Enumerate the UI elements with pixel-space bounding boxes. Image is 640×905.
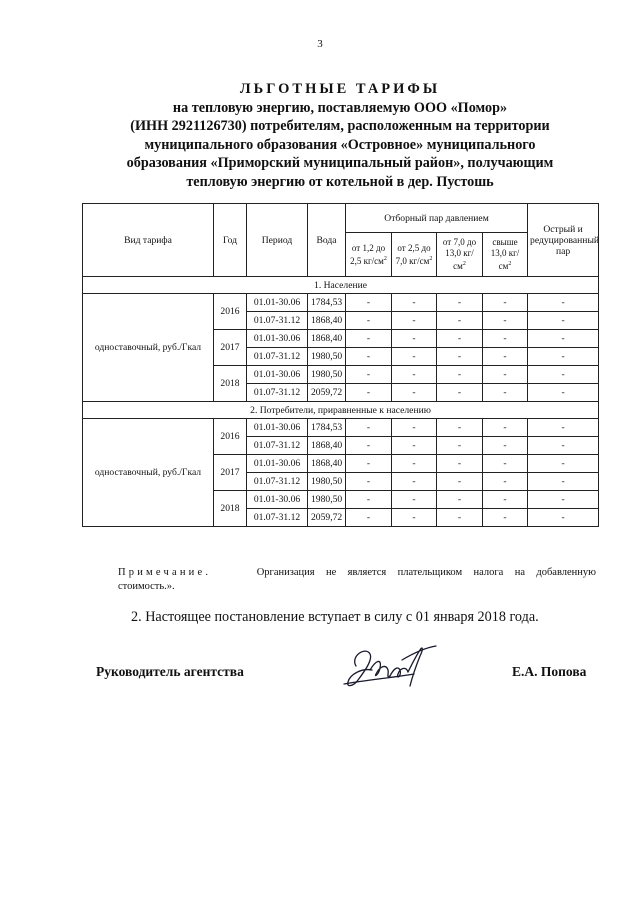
steam-value-cell: - bbox=[528, 455, 599, 473]
title-main: ЛЬГОТНЫЕ ТАРИФЫ bbox=[239, 81, 441, 97]
water-value-cell: 1784,53 bbox=[308, 419, 346, 437]
water-value-cell: 1980,50 bbox=[308, 366, 346, 384]
section-title: 2. Потребители, приравненные к населению bbox=[83, 402, 599, 419]
title-line: на тепловую энергию, поставляемую ООО «Помор» bbox=[172, 99, 508, 116]
steam-value-cell: - bbox=[483, 419, 528, 437]
note-label: Примечание. bbox=[118, 567, 212, 578]
steam-value-cell: - bbox=[437, 348, 483, 366]
steam-value-cell: - bbox=[392, 366, 437, 384]
water-value-cell: 1784,53 bbox=[308, 294, 346, 312]
section-row bbox=[83, 402, 599, 419]
header-steam-range-1: от 1,2 до 2,5 $кг/см^2$ bbox=[346, 233, 392, 277]
signer-position: Руководитель агентства bbox=[96, 664, 244, 679]
page-number: 3 bbox=[317, 38, 323, 50]
steam-value-cell: - bbox=[392, 348, 437, 366]
water-value-cell: 1868,40 bbox=[308, 437, 346, 455]
steam-value-cell: - bbox=[346, 455, 392, 473]
steam-value-cell: - bbox=[346, 437, 392, 455]
steam-value-cell: - bbox=[437, 294, 483, 312]
steam-value-cell: - bbox=[346, 473, 392, 491]
water-value-cell: 1868,40 bbox=[308, 330, 346, 348]
year-cell: 2018 bbox=[214, 491, 247, 527]
steam-value-cell: - bbox=[528, 473, 599, 491]
water-value-cell: 1980,50 bbox=[308, 491, 346, 509]
effective-date-statement: 2. Настоящее постановление вступает в силу с 01 января 2018 года. bbox=[131, 609, 539, 625]
steam-value-cell: - bbox=[437, 509, 483, 527]
steam-value-cell: - bbox=[483, 509, 528, 527]
steam-value-cell: - bbox=[392, 437, 437, 455]
period-cell: 01.01-30.06 bbox=[247, 366, 308, 384]
steam-value-cell: - bbox=[346, 294, 392, 312]
steam-value-cell: - bbox=[392, 455, 437, 473]
period-cell: 01.07-31.12 bbox=[247, 473, 308, 491]
period-cell: 01.01-30.06 bbox=[247, 491, 308, 509]
steam-value-cell: - bbox=[392, 312, 437, 330]
handwritten-signature bbox=[336, 638, 446, 696]
water-value-cell: 1980,50 bbox=[308, 473, 346, 491]
steam-value-cell: - bbox=[483, 455, 528, 473]
steam-value-cell: - bbox=[528, 366, 599, 384]
year-cell: 2018 bbox=[214, 366, 247, 402]
steam-value-cell: - bbox=[437, 384, 483, 402]
period-cell: 01.07-31.12 bbox=[247, 437, 308, 455]
tariff-type-cell: одноставочный, руб./Гкал bbox=[83, 294, 214, 402]
header-sharp-steam: Острый и редуцированный пар bbox=[528, 204, 599, 277]
steam-value-cell: - bbox=[483, 294, 528, 312]
year-cell: 2017 bbox=[214, 330, 247, 366]
steam-value-cell: - bbox=[483, 491, 528, 509]
year-cell: 2017 bbox=[214, 455, 247, 491]
period-cell: 01.01-30.06 bbox=[247, 419, 308, 437]
note-text: Организация не является плательщиком налога на добавленную bbox=[256, 567, 597, 578]
document-title bbox=[90, 80, 590, 192]
steam-value-cell: - bbox=[528, 509, 599, 527]
steam-value-cell: - bbox=[346, 348, 392, 366]
steam-value-cell: - bbox=[437, 455, 483, 473]
section-row bbox=[83, 277, 599, 294]
steam-value-cell: - bbox=[483, 348, 528, 366]
water-value-cell: 1868,40 bbox=[308, 455, 346, 473]
steam-value-cell: - bbox=[346, 312, 392, 330]
steam-value-cell: - bbox=[437, 491, 483, 509]
steam-value-cell: - bbox=[346, 366, 392, 384]
table-row bbox=[83, 419, 599, 437]
steam-value-cell: - bbox=[437, 330, 483, 348]
steam-value-cell: - bbox=[392, 294, 437, 312]
steam-value-cell: - bbox=[392, 384, 437, 402]
steam-value-cell: - bbox=[392, 473, 437, 491]
header-water: Вода bbox=[308, 204, 346, 277]
tariff-table bbox=[82, 203, 599, 527]
header-tariff-type: Вид тарифа bbox=[83, 204, 214, 277]
steam-value-cell: - bbox=[437, 366, 483, 384]
steam-value-cell: - bbox=[346, 419, 392, 437]
water-value-cell: 1868,40 bbox=[308, 312, 346, 330]
header-steam-range-2: от 2,5 до 7,0 $кг/см^2$ bbox=[392, 233, 437, 277]
period-cell: 01.07-31.12 bbox=[247, 312, 308, 330]
steam-value-cell: - bbox=[346, 509, 392, 527]
title-line: образования «Приморский муниципальный район», получающим bbox=[126, 155, 554, 172]
period-cell: 01.07-31.12 bbox=[247, 384, 308, 402]
period-cell: 01.01-30.06 bbox=[247, 330, 308, 348]
steam-value-cell: - bbox=[483, 366, 528, 384]
steam-value-cell: - bbox=[483, 330, 528, 348]
title-line: тепловую энергию от котельной в дер. Пустошь bbox=[186, 173, 494, 190]
table-row bbox=[83, 294, 599, 312]
header-year: Год bbox=[214, 204, 247, 277]
steam-value-cell: - bbox=[392, 330, 437, 348]
period-cell: 01.01-30.06 bbox=[247, 294, 308, 312]
steam-value-cell: - bbox=[528, 348, 599, 366]
steam-value-cell: - bbox=[346, 384, 392, 402]
steam-value-cell: - bbox=[392, 491, 437, 509]
steam-value-cell: - bbox=[437, 419, 483, 437]
period-cell: 01.01-30.06 bbox=[247, 455, 308, 473]
title-line: муниципального образования «Островное» муниципального bbox=[144, 136, 536, 153]
header-steam-range-3: от 7,0 до 13,0 $кг/см^2$ bbox=[437, 233, 483, 277]
steam-value-cell: - bbox=[528, 312, 599, 330]
steam-value-cell: - bbox=[437, 473, 483, 491]
header-steam-range-4: свыше 13,0 $кг/см^2$ bbox=[483, 233, 528, 277]
period-cell: 01.07-31.12 bbox=[247, 509, 308, 527]
steam-value-cell: - bbox=[392, 419, 437, 437]
water-value-cell: 1980,50 bbox=[308, 348, 346, 366]
steam-value-cell: - bbox=[392, 509, 437, 527]
note bbox=[118, 566, 596, 593]
header-period: Период bbox=[247, 204, 308, 277]
steam-value-cell: - bbox=[528, 330, 599, 348]
section-title: 1. Население bbox=[83, 277, 599, 294]
steam-value-cell: - bbox=[346, 330, 392, 348]
year-cell: 2016 bbox=[214, 419, 247, 455]
period-cell: 01.07-31.12 bbox=[247, 348, 308, 366]
header-steam-group: Отборный пар давлением bbox=[346, 204, 528, 233]
water-value-cell: 2059,72 bbox=[308, 509, 346, 527]
steam-value-cell: - bbox=[483, 473, 528, 491]
note-text-end: стоимость.». bbox=[118, 580, 175, 592]
water-value-cell: 2059,72 bbox=[308, 384, 346, 402]
steam-value-cell: - bbox=[528, 491, 599, 509]
year-cell: 2016 bbox=[214, 294, 247, 330]
signer-name: Е.А. Попова bbox=[512, 664, 587, 679]
steam-value-cell: - bbox=[346, 491, 392, 509]
title-line: (ИНН 2921126730) потребителям, расположенным на территории bbox=[130, 118, 550, 135]
steam-value-cell: - bbox=[437, 437, 483, 455]
steam-value-cell: - bbox=[483, 312, 528, 330]
steam-value-cell: - bbox=[483, 384, 528, 402]
steam-value-cell: - bbox=[528, 437, 599, 455]
steam-value-cell: - bbox=[483, 437, 528, 455]
tariff-type-cell: одноставочный, руб./Гкал bbox=[83, 419, 214, 527]
steam-value-cell: - bbox=[437, 312, 483, 330]
steam-value-cell: - bbox=[528, 419, 599, 437]
steam-value-cell: - bbox=[528, 384, 599, 402]
steam-value-cell: - bbox=[528, 294, 599, 312]
